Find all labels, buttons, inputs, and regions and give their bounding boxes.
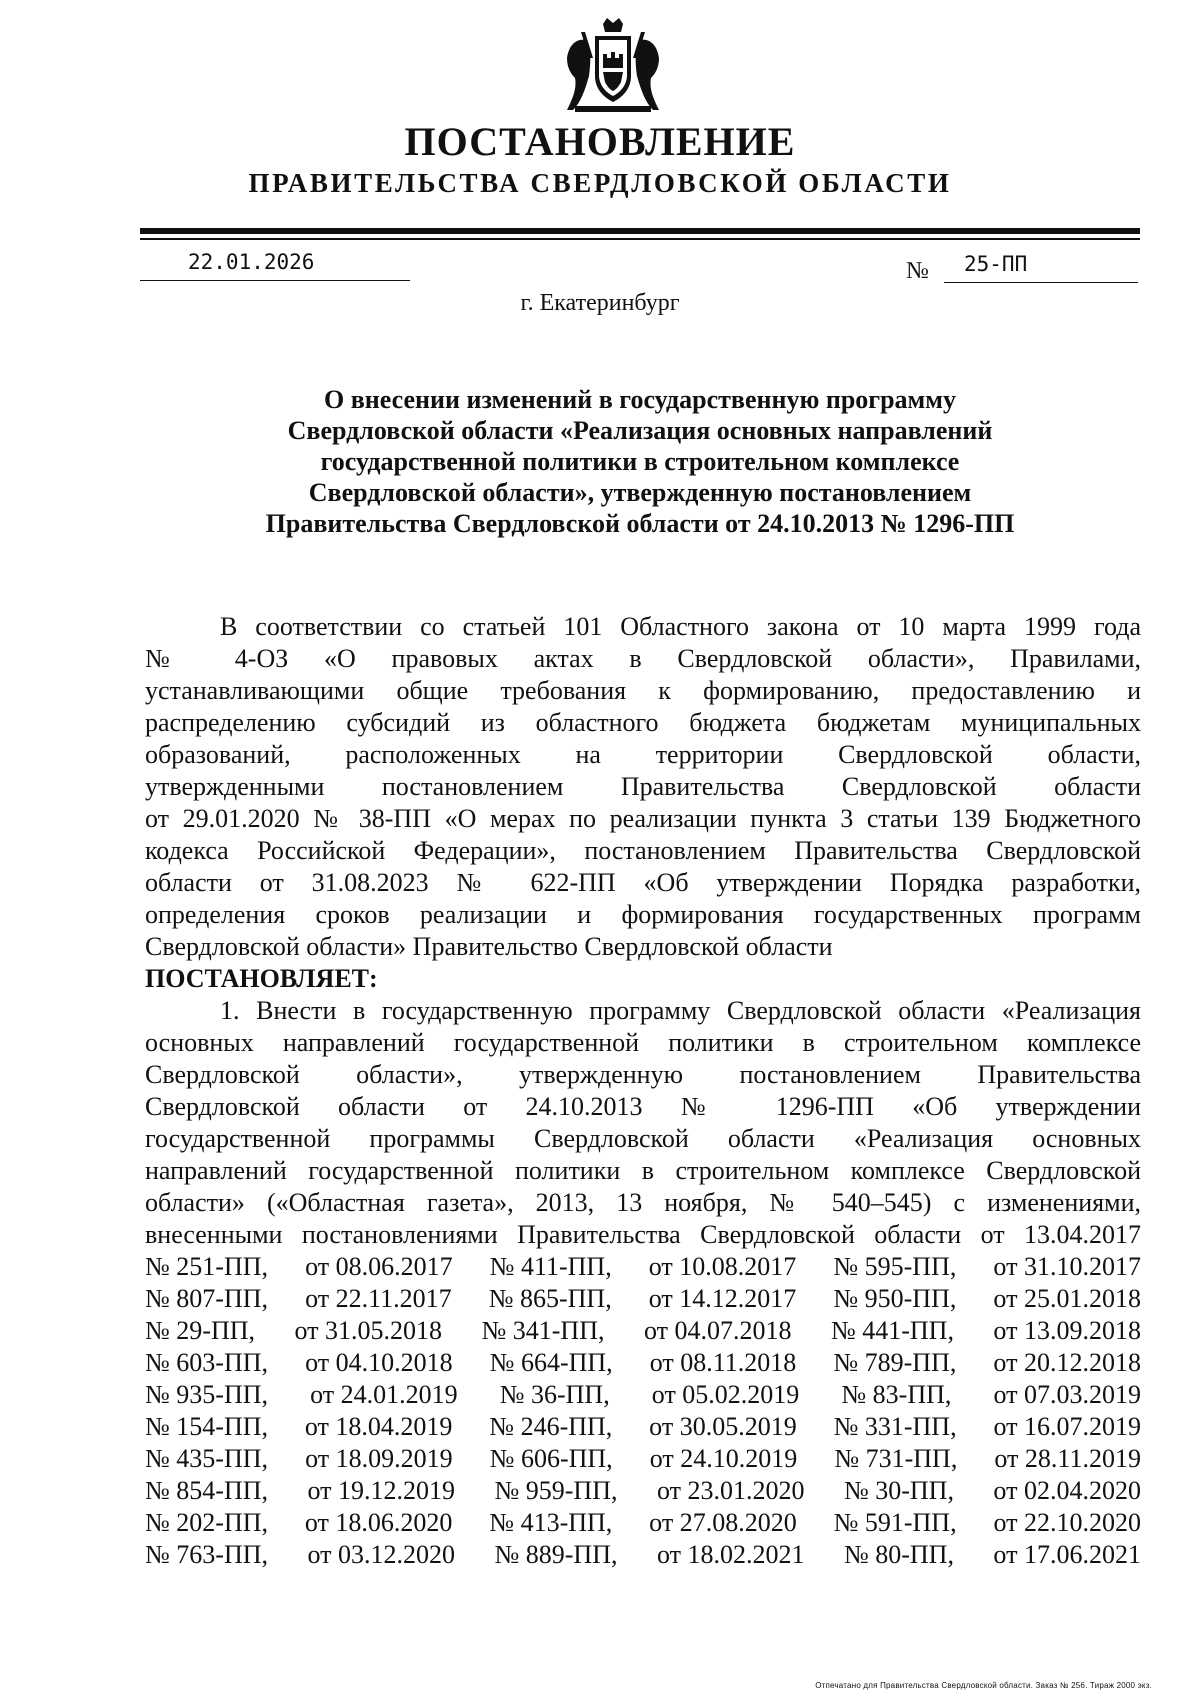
amendment-cell: от 18.02.2021 <box>656 1540 805 1569</box>
amendment-cell: № 950-ПП, <box>833 1284 957 1313</box>
print-imprint: Отпечатано для Правительства Свердловской области. Заказ № 256. Тираж 2000 экз. <box>815 1681 1152 1690</box>
amendment-cell: от 03.12.2020 <box>307 1540 456 1569</box>
issue-city: г. Екатеринбург <box>520 290 680 316</box>
document-number: 25-ПП <box>964 252 1028 276</box>
amendment-cell: от 31.10.2017 <box>993 1252 1141 1281</box>
resolves-keyword: ПОСТАНОВЛЯЕТ: <box>145 964 378 993</box>
amendment-row <box>145 1251 1141 1283</box>
amendment-cell: от 23.01.2020 <box>656 1476 805 1505</box>
header-divider-thin <box>140 238 1140 240</box>
body-line: распределению субсидий из областного бюджета бюджетам муниципальных <box>145 708 1141 737</box>
amendment-cell: от 16.07.2019 <box>993 1412 1141 1441</box>
amendment-cell: от 13.09.2018 <box>993 1316 1141 1345</box>
amendment-cell: № 935-ПП, <box>145 1380 269 1409</box>
amendment-cell: № 789-ПП, <box>833 1348 957 1377</box>
document-heading <box>140 384 1140 539</box>
amendment-cell: от 10.08.2017 <box>648 1252 797 1281</box>
document-type-title: ПОСТАНОВЛЕНИЕ <box>404 119 796 164</box>
amendment-row <box>145 1283 1141 1315</box>
body-line: Свердловской области от 24.10.2013 № 1296-ПП «Об утверждении <box>145 1092 1141 1121</box>
amendment-cell: от 30.05.2019 <box>649 1412 797 1441</box>
amendment-cell: № 603-ПП, <box>145 1348 269 1377</box>
body-line: В соответствии со статьей 101 Областного закона от 10 марта 1999 года <box>220 612 1141 641</box>
amendment-cell: № 411-ПП, <box>489 1252 612 1281</box>
amendment-cell: № 731-ПП, <box>834 1444 958 1473</box>
amendment-cell: от 22.11.2017 <box>305 1284 452 1313</box>
body-line: от 29.01.2020 № 38-ПП «О мерах по реализации пункта 3 статьи 139 Бюджетного <box>145 804 1141 833</box>
heading-line: государственной политики в строительном комплексе <box>320 447 960 476</box>
body-line: № 4-ОЗ «О правовых актах в Свердловской области», Правилами, <box>145 644 1141 673</box>
amendment-cell: от 18.09.2019 <box>305 1444 453 1473</box>
amendment-row <box>145 1347 1141 1379</box>
number-sign: № <box>906 258 929 284</box>
amendment-cell: от 18.06.2020 <box>304 1508 453 1537</box>
amendment-cell: № 36-ПП, <box>499 1380 610 1409</box>
amendment-cell: № 246-ПП, <box>489 1412 613 1441</box>
amendment-row <box>145 1507 1141 1539</box>
amendment-cell: № 331-ПП, <box>833 1412 957 1441</box>
amendment-cell: от 24.01.2019 <box>310 1380 458 1409</box>
amendment-cell: № 664-ПП, <box>489 1348 613 1377</box>
body-line: государственной программы Свердловской области «Реализация основных <box>145 1124 1141 1153</box>
amendment-cell: № 202-ПП, <box>145 1508 269 1537</box>
document-body <box>145 611 1141 1251</box>
amendment-cell: от 07.03.2019 <box>993 1380 1141 1409</box>
amendment-cell: от 14.12.2017 <box>648 1284 797 1313</box>
amendment-cell: № 154-ПП, <box>145 1412 269 1441</box>
body-line: устанавливающими общие требования к формированию, предоставлению и <box>145 676 1141 705</box>
amendment-cell: от 05.02.2019 <box>651 1380 800 1409</box>
amendment-cell: № 413-ПП, <box>489 1508 613 1537</box>
amendment-cell: от 25.01.2018 <box>993 1284 1141 1313</box>
amendment-cell: от 04.07.2018 <box>643 1316 792 1345</box>
heading-line: О внесении изменений в государственную программу <box>324 385 956 414</box>
heading-line: Свердловской области», утвержденную постановлением <box>308 478 972 507</box>
amendment-row <box>145 1411 1141 1443</box>
amendment-cell: № 595-ПП, <box>833 1252 957 1281</box>
body-line: Свердловской области» Правительство Свердловской области <box>145 932 833 961</box>
body-line: направлений государственной политики в строительном комплексе Свердловской <box>145 1156 1141 1185</box>
heading-line: Свердловской области «Реализация основных направлений <box>287 416 993 445</box>
heading-line: Правительства Свердловской области от 24.10.2013 № 1296-ПП <box>265 509 1015 538</box>
amendment-cell: № 959-ПП, <box>494 1476 618 1505</box>
amendment-cell: № 435-ПП, <box>145 1444 269 1473</box>
amendment-cell: от 18.04.2019 <box>304 1412 453 1441</box>
body-line: определения сроков реализации и формирования государственных программ <box>145 900 1141 929</box>
body-line: утвержденными постановлением Правительства Свердловской области <box>145 772 1141 801</box>
amendment-cell: от 04.10.2018 <box>305 1348 453 1377</box>
amendment-cell: от 31.05.2018 <box>294 1316 443 1345</box>
header-divider-thick <box>140 228 1140 234</box>
body-line: внесенными постановлениями Правительства Свердловской области от 13.04.2017 <box>145 1220 1141 1249</box>
amendment-cell: № 29-ПП, <box>145 1316 256 1345</box>
amendment-cell: № 441-ПП, <box>830 1316 954 1345</box>
amendment-cell: от 27.08.2020 <box>649 1508 797 1537</box>
amendment-cell: от 08.06.2017 <box>305 1252 453 1281</box>
amendment-row <box>145 1443 1141 1475</box>
date-underline <box>140 280 410 281</box>
amendment-cell: от 19.12.2019 <box>307 1476 456 1505</box>
body-line: основных направлений государственной политики в строительном комплексе <box>145 1028 1141 1057</box>
amendment-row <box>145 1539 1141 1571</box>
amendment-cell: от 02.04.2020 <box>993 1476 1141 1505</box>
body-line: Свердловской области», утвержденную постановлением Правительства <box>145 1060 1141 1089</box>
amendment-cell: № 854-ПП, <box>145 1476 269 1505</box>
issuing-authority-title: ПРАВИТЕЛЬСТВА СВЕРДЛОВСКОЙ ОБЛАСТИ <box>248 168 952 198</box>
amendment-cell: от 22.10.2020 <box>993 1508 1141 1537</box>
amendment-cell: № 606-ПП, <box>489 1444 613 1473</box>
amendment-cell: № 80-ПП, <box>843 1540 954 1569</box>
amendment-cell: от 17.06.2021 <box>993 1540 1141 1569</box>
document-date: 22.01.2026 <box>188 250 315 274</box>
number-underline <box>944 282 1138 283</box>
amendment-row <box>145 1379 1141 1411</box>
amendment-cell: от 08.11.2018 <box>649 1348 797 1377</box>
body-line: кодекса Российской Федерации», постановлением Правительства Свердловской <box>145 836 1141 865</box>
amendment-row <box>145 1475 1141 1507</box>
amendment-cell: № 889-ПП, <box>494 1540 618 1569</box>
body-line: 1. Внести в государственную программу Свердловской области «Реализация <box>220 996 1141 1025</box>
coat-of-arms-emblem-icon <box>563 18 663 114</box>
amendment-cell: № 30-ПП, <box>843 1476 954 1505</box>
amendment-cell: № 763-ПП, <box>145 1540 269 1569</box>
body-line: области от 31.08.2023 № 622-ПП «Об утверждении Порядка разработки, <box>145 868 1141 897</box>
amendment-cell: от 20.12.2018 <box>993 1348 1141 1377</box>
amendment-cell: № 807-ПП, <box>145 1284 269 1313</box>
amendment-cell: № 865-ПП, <box>488 1284 612 1313</box>
amendment-cell: от 28.11.2019 <box>994 1444 1141 1473</box>
amendment-row <box>145 1315 1141 1347</box>
amendment-cell: № 251-ПП, <box>145 1252 269 1281</box>
amendment-cell: № 591-ПП, <box>833 1508 957 1537</box>
amendment-cell: № 341-ПП, <box>481 1316 605 1345</box>
body-line: области» («Областная газета», 2013, 13 ноября, № 540–545) с изменениями, <box>145 1188 1141 1217</box>
amendment-cell: от 24.10.2019 <box>649 1444 798 1473</box>
amendments-list <box>145 1251 1141 1571</box>
body-line: образований, расположенных на территории Свердловской области, <box>145 740 1141 769</box>
amendment-cell: № 83-ПП, <box>841 1380 952 1409</box>
